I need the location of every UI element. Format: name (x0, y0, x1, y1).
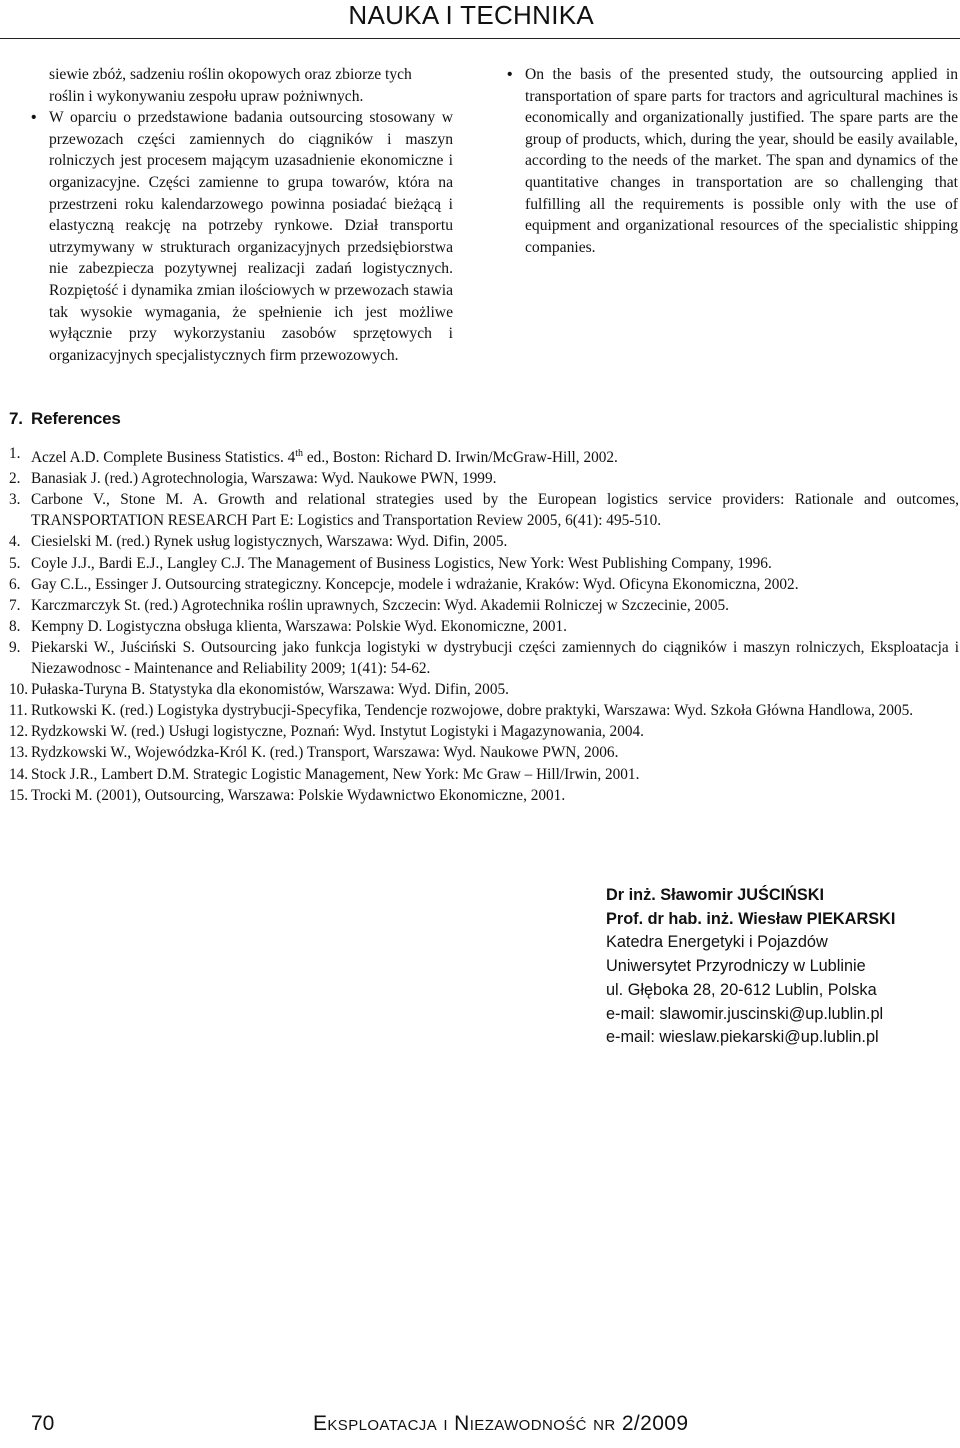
author-name-1: Dr inż. Sławomir JUŚCIŃSKI (606, 886, 825, 904)
reference-number: 13. (9, 744, 29, 762)
reference-text: Kempny D. Logistyczna obsługa klienta, Warszawa: Polskie Wyd. Ekonomiczne, 2001. (31, 617, 567, 635)
reference-number: 2. (9, 470, 21, 488)
page-number: 70 (31, 1412, 55, 1435)
reference-text: Stock J.R., Lambert D.M. Strategic Logistic Management, New York: Mc Graw – Hill/Irwin, 2001. (31, 765, 640, 783)
reference-item (9, 553, 959, 574)
reference-item (9, 764, 959, 785)
reference-text (31, 443, 959, 468)
reference-text-part: ed., Boston: Richard D. Irwin/McGraw-Hill, 2002. (303, 449, 618, 467)
reference-number: 1. (9, 445, 21, 462)
reference-item (9, 679, 959, 700)
reference-item (9, 531, 959, 552)
left-column (31, 64, 453, 366)
reference-number: 8. (9, 617, 21, 635)
reference-item (9, 595, 959, 616)
reference-text-part: Aczel A.D. Complete Business Statistics. 4 (31, 449, 296, 467)
reference-number: 3. (9, 491, 21, 509)
author-name-2: Prof. dr hab. inż. Wiesław PIEKARSKI (606, 909, 896, 928)
bullet-icon: • (31, 109, 37, 127)
reference-number: 4. (9, 533, 21, 551)
references-heading-number: 7. (9, 409, 23, 428)
reference-text: Piekarski W., Juściński S. Outsourcing jako funkcja logistyki w dystrybucji części zamiennych do ciągników i maszyn rolniczych, Eksploatacja i Niezawodnosc - Maintenance and Reliability 2009; 1(41): 54-62. (31, 638, 959, 678)
reference-item (9, 742, 959, 763)
reference-text: Rydzkowski W., Wojewódzka-Król K. (red.) Transport, Warszawa: Wyd. Naukowe PWN, 2006. (31, 744, 619, 762)
reference-text: Ciesielski M. (red.) Rynek usług logistycznych, Warszawa: Wyd. Difin, 2005. (31, 533, 508, 551)
left-bullet-text: W oparciu o przedstawione badania outsourcing stosowany w przewozach części zamiennych do ciągników i maszyn rolniczych jest procesem mającym uzasadnienie ekonomiczne i organizacyjne. Części zamienne to grupa towarów, która na przestrzeni roku kalendarzowego powinna posiadać bieżącą i elastyczną reakcję na potrzeby rynkowe. Dział transportu utrzymywany w strukturach organizacyjnych przedsiębiorstwa nie zabezpiecza pozytywnej realizacji zadań logistycznych. Rozpiętość i dynamika zmian ilościowych w przewozach stawia tak wysokie wymagania, że spełnienie ich jest możliwe wyłącznie przy wykorzystaniu zasobów sprzętowych i organizacyjnych specjalistycznych firm przewozowych. (49, 109, 453, 364)
reference-text: Rutkowski K. (red.) Logistyka dystrybucji-Specyfika, Tendencje rozwojowe, dobre praktyki, Warszawa: Wyd. Szkoła Główna Handlowa, 2005. (31, 702, 914, 720)
reference-text: Gay C.L., Essinger J. Outsourcing strategiczny. Koncepcje, modele i wdrażanie, Kraków: Wyd. Oficyna Ekonomiczna, 2002. (31, 575, 799, 593)
reference-number: 15. (9, 786, 29, 804)
right-column (507, 64, 958, 258)
bullet-icon: • (507, 66, 513, 83)
author-email-1: e-mail: slawomir.juscinski@up.lublin.pl (606, 1004, 884, 1023)
journal-name: Eksploatacja i Niezawodność nr 2/2009 (313, 1412, 689, 1435)
reference-item (9, 700, 959, 721)
reference-item (9, 785, 959, 806)
reference-text: Pułaska-Turyna B. Statystyka dla ekonomistów, Warszawa: Wyd. Difin, 2005. (31, 681, 509, 699)
reference-text: Rydzkowski W. (red.) Usługi logistyczne, Poznań: Wyd. Instytut Logistyki i Magazynowania, 2004. (31, 723, 644, 741)
right-bullet-text: On the basis of the presented study, the outsourcing applied in transportation of spare parts for tractors and agricultural machines is economically and organizationally justified. The spare parts are the group of products, which, during the year, should be easily available, according to the needs of the market. The span and dynamics of the quantitative changes in transportation are so challenging that fulfilling all the requirements is possible only with the use of equipment and organizational resources of the specialistic shipping companies. (525, 66, 958, 256)
header-rule (0, 38, 960, 39)
reference-text: Carbone V., Stone M. A. Growth and relational strategies used by the European logistics service providers: Rationale and outcomes, TRANSPORTATION RESEARCH Part E: Logistics and Transportation Review 2005, 6(41): 495-510. (31, 491, 959, 530)
reference-superscript: th (295, 448, 304, 459)
right-bullet-paragraph (507, 64, 958, 258)
author-block (606, 884, 895, 1050)
left-continuation-line-1: siewie zbóż, sadzeniu roślin okopowych oraz zbiorze tych (49, 66, 412, 83)
reference-text: Coyle J.J., Bardi E.J., Langley C.J. The Management of Business Logistics, New York: West Publishing Company, 1996. (31, 554, 772, 572)
author-address: ul. Głęboka 28, 20-612 Lublin, Polska (606, 980, 877, 999)
references-heading (9, 409, 121, 429)
reference-text: Trocki M. (2001), Outsourcing, Warszawa: Polskie Wydawnictwo Ekonomiczne, 2001. (31, 786, 566, 804)
left-continuation-line-2: roślin i wykonywaniu zespołu upraw pożniwnych. (49, 87, 364, 105)
references-list (9, 443, 959, 806)
reference-item (9, 443, 959, 468)
section-title: NAUKA I TECHNIKA (348, 0, 594, 30)
reference-number: 6. (9, 575, 21, 593)
left-bullet-paragraph (31, 107, 453, 366)
reference-number: 9. (9, 638, 21, 656)
reference-number: 11. (9, 702, 28, 720)
author-email-2: e-mail: wieslaw.piekarski@up.lublin.pl (606, 1028, 879, 1047)
reference-item (9, 489, 959, 531)
reference-number: 7. (9, 596, 21, 614)
reference-number: 14. (9, 765, 29, 783)
reference-text: Banasiak J. (red.) Agrotechnologia, Warszawa: Wyd. Naukowe PWN, 1999. (31, 470, 497, 488)
author-department: Katedra Energetyki i Pojazdów (606, 933, 828, 952)
references-heading-text: References (31, 409, 121, 428)
reference-item (9, 637, 959, 679)
reference-number: 12. (9, 723, 29, 741)
reference-item (9, 468, 959, 489)
reference-text: Karczmarczyk St. (red.) Agrotechnika roślin uprawnych, Szczecin: Wyd. Akademii Rolniczej w Szczecinie, 2005. (31, 596, 729, 614)
reference-number: 5. (9, 554, 21, 572)
author-university: Uniwersytet Przyrodniczy w Lublinie (606, 957, 866, 976)
reference-item (9, 616, 959, 637)
reference-item (9, 721, 959, 742)
reference-item (9, 574, 959, 595)
reference-number: 10. (9, 681, 29, 699)
